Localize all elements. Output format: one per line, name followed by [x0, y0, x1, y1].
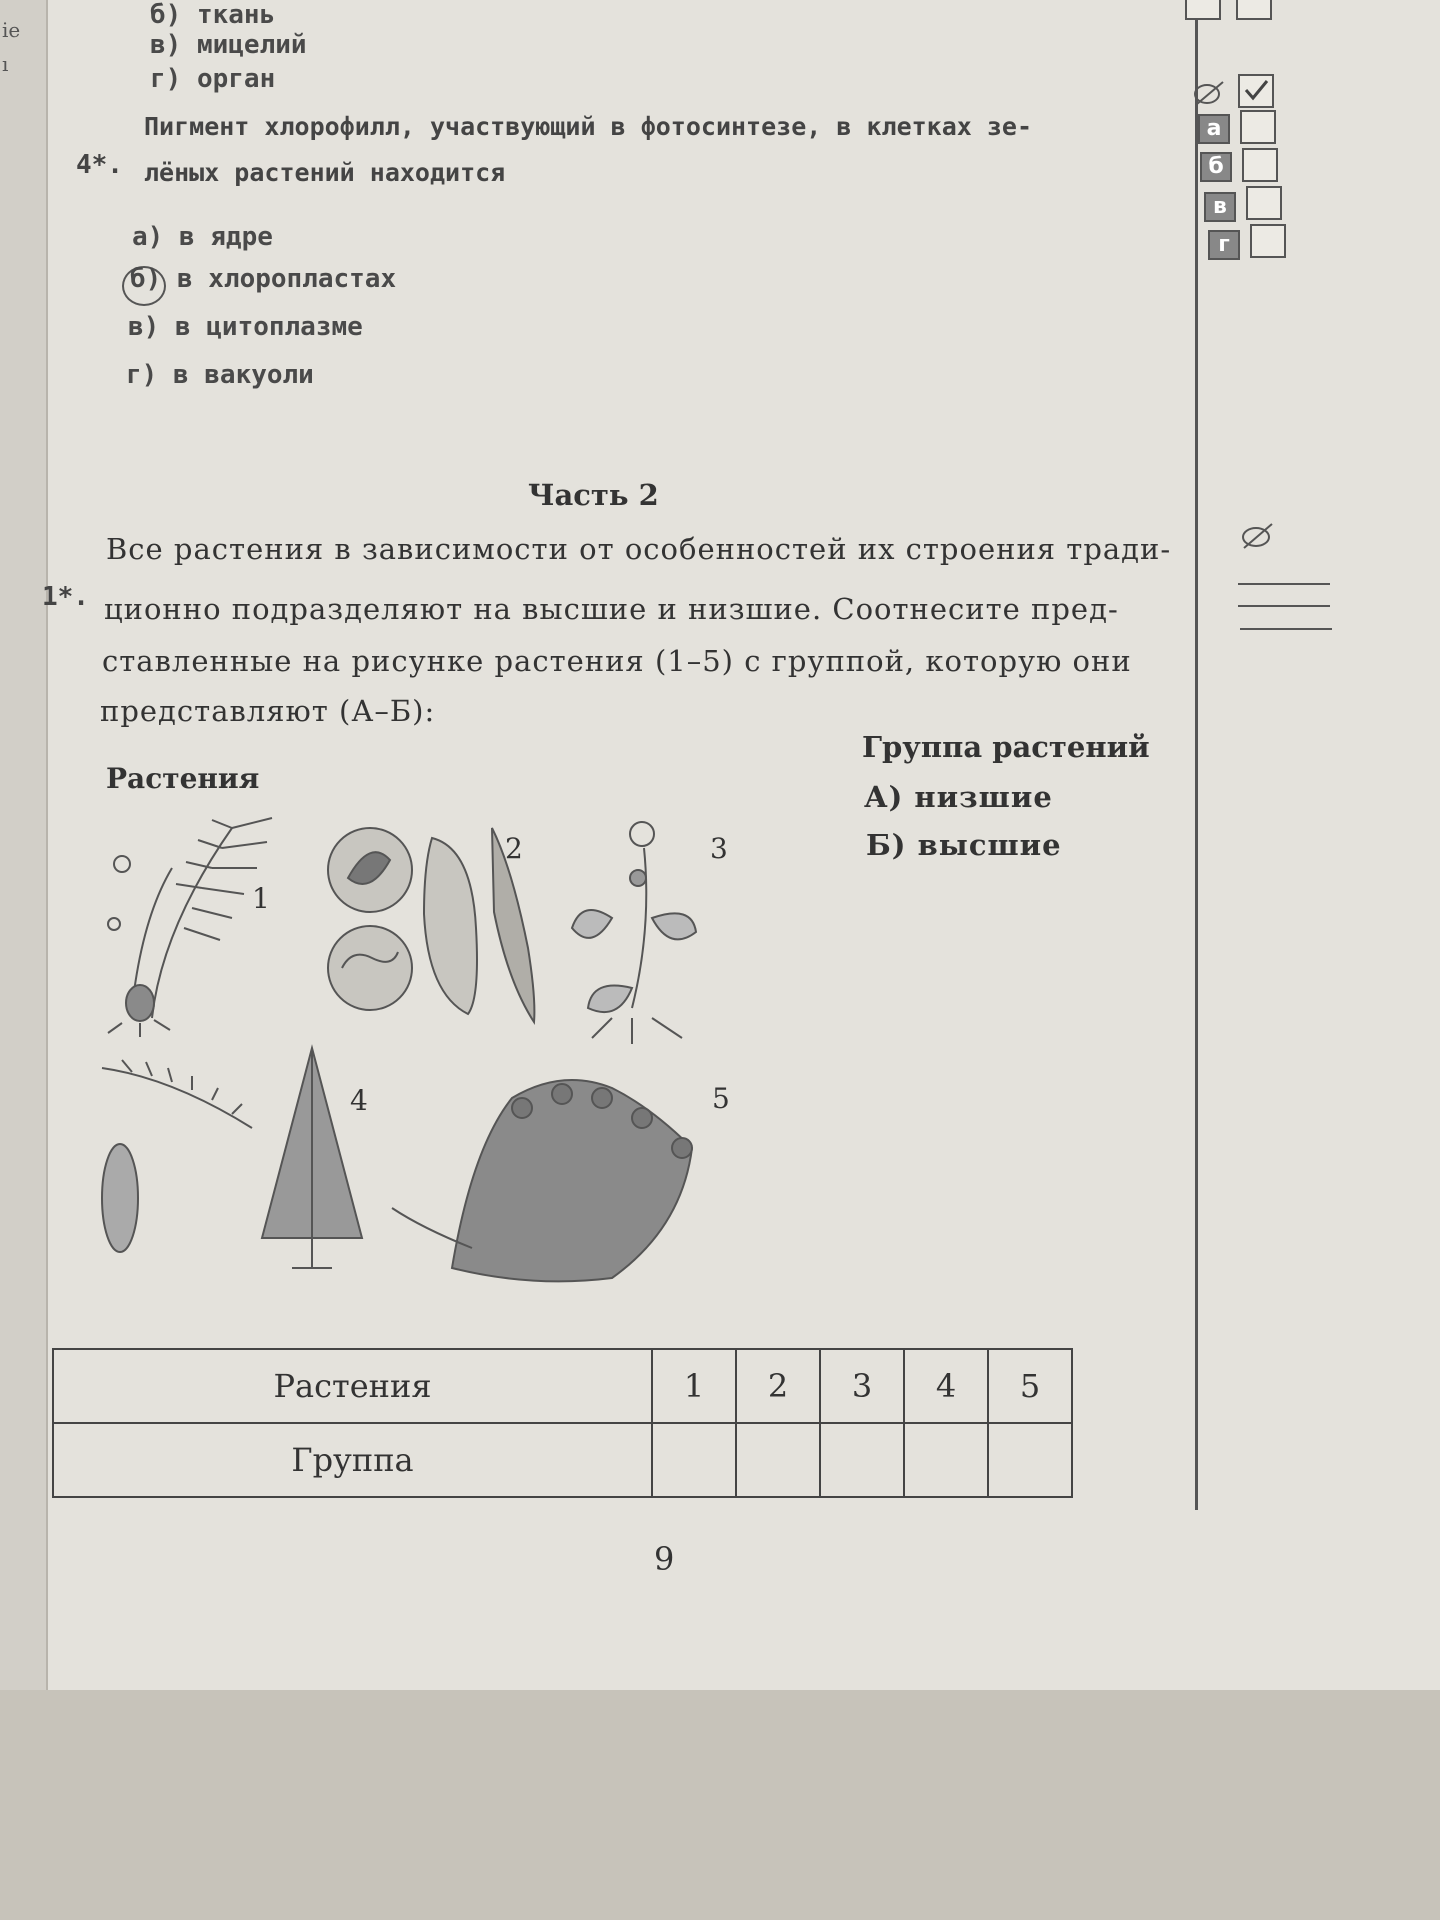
- pencil-icon-2: [1240, 522, 1276, 550]
- q1-number: 1*.: [42, 582, 89, 612]
- answer-box-v[interactable]: [1246, 186, 1282, 220]
- q1-text-line1: Все растения в зависимости от особенностей их строения тради-: [106, 532, 1172, 566]
- q1-text-line3: ставленные на рисунке растения (1–5) с группой, которую они: [102, 644, 1132, 678]
- figure-number-2: 2: [505, 832, 523, 865]
- margin-divider-line: [1195, 0, 1198, 1510]
- fern-drawing: [108, 818, 272, 1037]
- table-col-2: 2: [736, 1349, 820, 1423]
- algae-drawing: [328, 828, 534, 1022]
- spruce-drawing: [102, 1048, 362, 1268]
- spine-text-1: ie: [2, 18, 21, 42]
- prev-option-g: г) орган: [150, 64, 276, 94]
- table-surface: [0, 1690, 1440, 1920]
- answer-box-a[interactable]: [1240, 110, 1276, 144]
- q4-number: 4*.: [76, 150, 123, 180]
- table-row: [53, 1423, 1072, 1497]
- top-box: [1185, 0, 1221, 20]
- part2-heading: Часть 2: [528, 478, 659, 512]
- page-number: 9: [654, 1540, 675, 1578]
- group-cell-5[interactable]: [988, 1423, 1072, 1497]
- strawberry-drawing: [572, 822, 696, 1044]
- top-box-2: [1236, 0, 1272, 20]
- q1-text-line4: представляют (А–Б):: [100, 694, 436, 728]
- checkmark-icon: [1240, 76, 1272, 106]
- table-header-plants: Растения: [53, 1349, 652, 1423]
- figure-number-3: 3: [710, 832, 728, 865]
- answer-letter-a: а: [1198, 114, 1230, 144]
- group-option-b: Б) высшие: [866, 828, 1062, 862]
- q4-option-a: а) в ядре: [132, 222, 273, 252]
- answer-letter-b: б: [1200, 152, 1232, 182]
- prev-option-v: в) мицелий: [150, 30, 307, 60]
- prev-option-b: б) ткань: [150, 0, 276, 30]
- answer-letter-g: г: [1208, 230, 1240, 260]
- answer-line-3: [1240, 628, 1332, 630]
- table-col-4: 4: [904, 1349, 988, 1423]
- q1-text-line2: ционно подразделяют на высшие и низшие. Соотнесите пред-: [104, 592, 1119, 626]
- table-col-1: 1: [652, 1349, 736, 1423]
- group-cell-4[interactable]: [904, 1423, 988, 1497]
- figure-number-1: 1: [252, 882, 270, 915]
- table-row: [53, 1349, 1072, 1423]
- answer-box-g[interactable]: [1250, 224, 1286, 258]
- q4-text-line1: Пигмент хлорофилл, участвующий в фотосинтезе, в клетках зе-: [144, 112, 1033, 141]
- figure-number-4: 4: [350, 1084, 368, 1117]
- group-cell-2[interactable]: [736, 1423, 820, 1497]
- answer-letter-v: в: [1204, 192, 1236, 222]
- group-cell-1[interactable]: [652, 1423, 736, 1497]
- q4-text-line2: лёных растений находится: [144, 158, 506, 187]
- plants-label: Растения: [106, 762, 260, 795]
- answer-box-b[interactable]: [1242, 148, 1278, 182]
- table-col-5: 5: [988, 1349, 1072, 1423]
- group-option-a: А) низшие: [864, 780, 1053, 814]
- group-label: Группа растений: [862, 730, 1150, 764]
- spine-text-2: ı: [2, 52, 9, 76]
- answer-table: [52, 1348, 1073, 1498]
- pencil-icon: [1193, 80, 1227, 106]
- book-spine: [0, 0, 48, 1690]
- plants-illustration: [92, 808, 732, 1308]
- q4-option-g: г) в вакуоли: [126, 360, 314, 390]
- table-header-group: Группа: [53, 1423, 652, 1497]
- table-col-3: 3: [820, 1349, 904, 1423]
- moss-drawing: [392, 1080, 692, 1281]
- q4-option-v: в) в цитоплазме: [128, 312, 363, 342]
- check-box[interactable]: [1238, 74, 1274, 108]
- figure-number-5: 5: [712, 1082, 730, 1115]
- answer-line-2: [1238, 605, 1330, 607]
- group-cell-3[interactable]: [820, 1423, 904, 1497]
- q4-option-b: б) в хлоропластах: [130, 264, 397, 294]
- answer-line-1: [1238, 583, 1330, 585]
